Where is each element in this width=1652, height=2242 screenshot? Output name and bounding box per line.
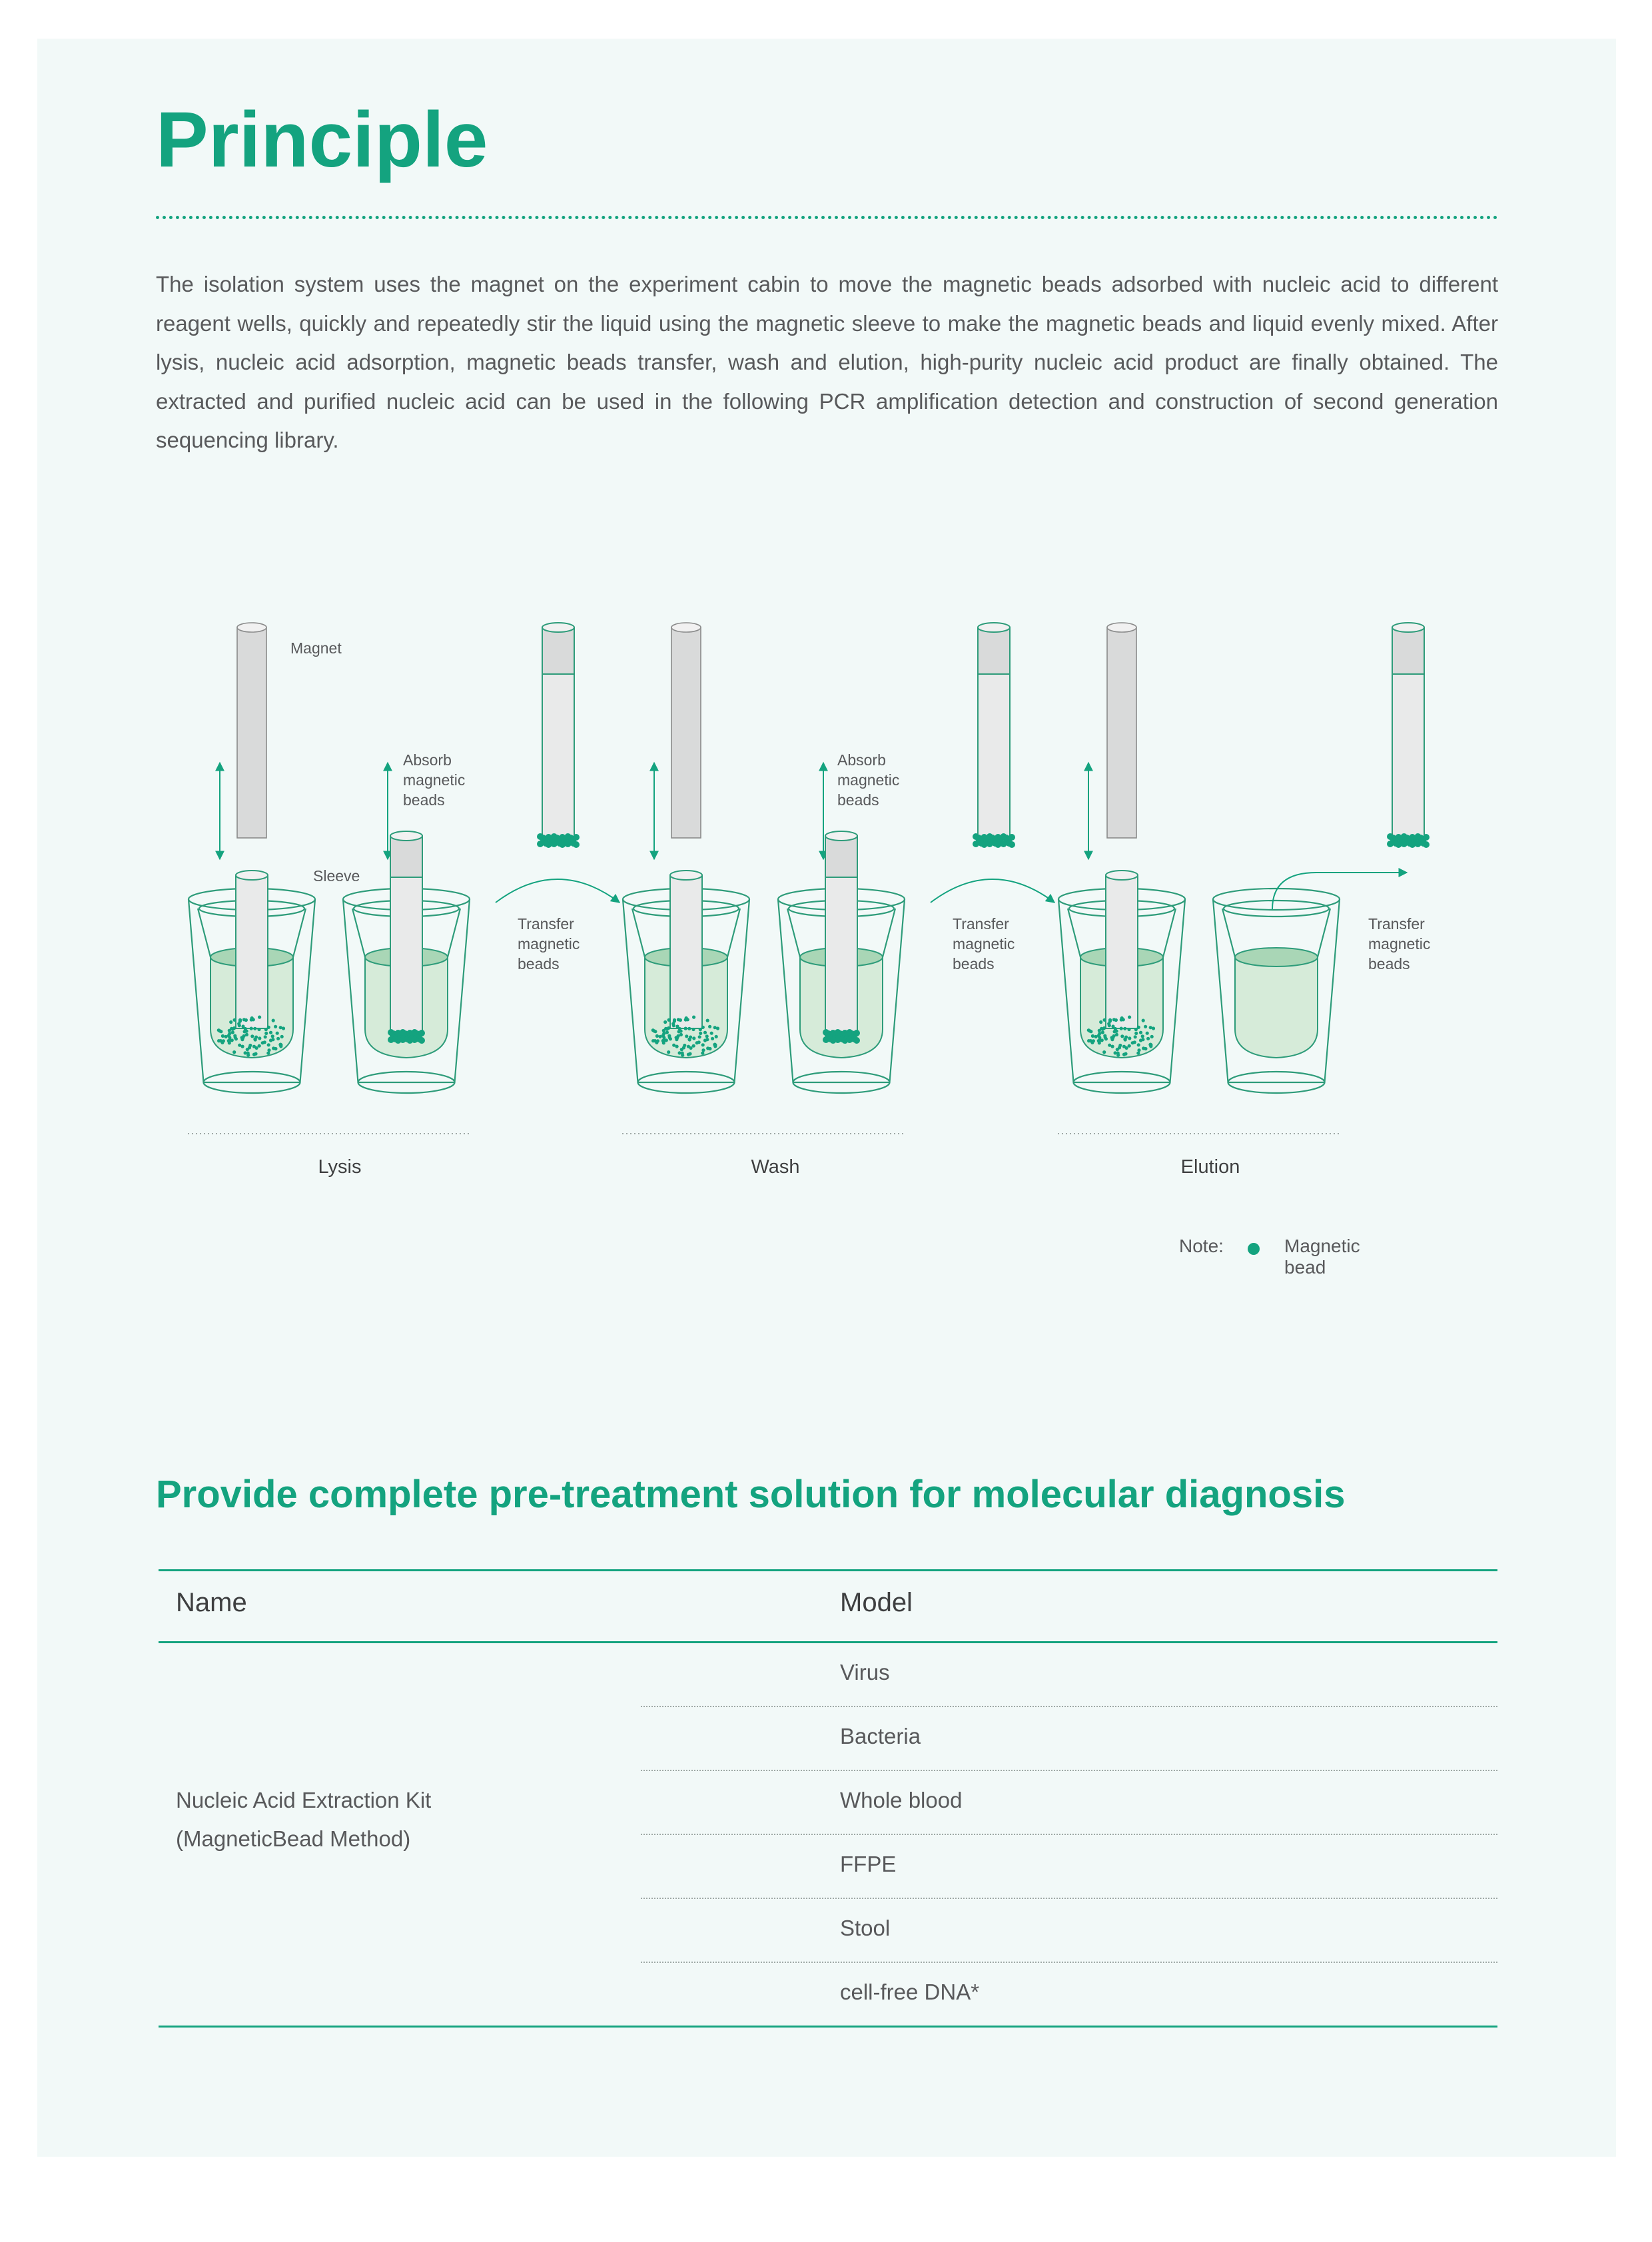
magnetic-bead <box>1097 1034 1100 1037</box>
magnetic-bead <box>701 1026 705 1029</box>
magnetic-bead <box>1113 1030 1116 1033</box>
transfer-line-2: magnetic <box>518 935 580 952</box>
magnetic-bead <box>250 1034 254 1038</box>
well-elution <box>1213 889 1340 1093</box>
magnetic-bead <box>238 1018 242 1022</box>
magnetic-bead <box>267 1043 270 1046</box>
magnetic-bead <box>1116 1054 1120 1057</box>
magnetic-bead <box>1087 1028 1090 1032</box>
magnetic-bead <box>684 1027 687 1030</box>
magnetic-bead <box>1149 1026 1152 1029</box>
magnetic-bead <box>1136 1052 1140 1055</box>
magnetic-bead <box>675 1036 679 1039</box>
magnetic-bead <box>276 1032 279 1035</box>
well-mix-2 <box>1058 871 1185 1093</box>
magnetic-bead <box>279 1026 282 1029</box>
magnetic-bead <box>250 1027 253 1030</box>
magnetic-bead <box>266 1052 270 1055</box>
magnetic-bead <box>701 1043 705 1046</box>
magnetic-bead <box>258 1036 261 1040</box>
magnetic-bead <box>1111 1045 1114 1048</box>
absorb-line-2: magnetic <box>837 771 900 789</box>
transfer-line-3: beads <box>518 955 560 972</box>
magnetic-bead <box>573 834 580 841</box>
magnetic-bead <box>1009 834 1015 841</box>
magnetic-bead <box>418 1037 425 1044</box>
liquid-surface <box>1235 948 1318 966</box>
magnetic-bead <box>227 1034 230 1037</box>
well-absorb-1 <box>778 831 905 1093</box>
magnetic-bead <box>573 841 580 848</box>
magnetic-bead <box>244 1018 248 1022</box>
magnetic-bead <box>217 1039 220 1042</box>
magnetic-bead <box>1144 1025 1147 1028</box>
magnetic-bead <box>701 1052 704 1055</box>
magnetic-bead <box>687 1045 690 1048</box>
magnetic-bead <box>418 1030 425 1036</box>
model-row-whole-blood: Whole blood <box>840 1788 963 1812</box>
inner-wall <box>1222 909 1235 957</box>
magnetic-bead <box>1149 1043 1152 1046</box>
magnetic-bead <box>853 1030 860 1036</box>
magnetic-bead <box>230 1027 233 1030</box>
magnetic-bead <box>1150 1035 1154 1038</box>
magnetic-bead <box>1104 1036 1107 1039</box>
magnetic-bead <box>706 1019 709 1022</box>
magnetic-bead <box>1128 1036 1131 1040</box>
magnetic-bead <box>257 1028 260 1031</box>
magnetic-bead <box>1124 1052 1127 1056</box>
magnetic-bead <box>665 1038 668 1042</box>
magnetic-bead <box>1141 1034 1144 1038</box>
magnetic-bead <box>682 1046 685 1049</box>
absorb-line-1: Absorb <box>837 751 886 769</box>
magnetic-bead <box>715 1035 718 1038</box>
magnetic-bead <box>1103 1018 1106 1022</box>
magnetic-bead <box>655 1034 659 1038</box>
sleeve-cap <box>670 871 702 880</box>
sleeve-cap <box>1106 871 1138 880</box>
inner-wall <box>1318 909 1330 957</box>
magnetic-bead <box>1120 1016 1124 1020</box>
magnetic-bead <box>664 1027 667 1030</box>
inner-wall <box>727 909 740 957</box>
magnet-in-sleeve <box>390 836 422 877</box>
magnetic-bead-legend-dot <box>1248 1243 1260 1255</box>
magnetic-bead <box>692 1016 695 1019</box>
product-name-line-1: Nucleic Acid Extraction Kit <box>176 1788 432 1812</box>
inner-wall <box>448 909 460 957</box>
magnetic-bead <box>230 1038 234 1042</box>
magnetic-bead <box>269 1031 272 1034</box>
magnetic-bead <box>675 1045 679 1048</box>
magnetic-bead <box>708 1025 711 1028</box>
magnetic-bead <box>269 1038 272 1042</box>
header-name: Name <box>176 1588 247 1617</box>
magnetic-bead <box>1120 1034 1124 1038</box>
magnet-in-sleeve <box>825 836 857 877</box>
magnetic-bead <box>692 1036 695 1040</box>
magnetic-bead <box>1124 1036 1128 1039</box>
magnetic-bead <box>687 1027 691 1030</box>
magnetic-bead <box>264 1032 268 1035</box>
magnetic-bead <box>685 1034 688 1038</box>
magnetic-bead <box>231 1030 234 1034</box>
magnetic-bead <box>703 1031 707 1034</box>
inner-wall <box>198 909 210 957</box>
carrying-sleeve-1-magnet <box>978 627 1010 674</box>
magnetic-bead <box>274 1047 277 1050</box>
magnetic-bead <box>713 1026 717 1029</box>
magnetic-bead <box>264 1035 267 1038</box>
magnetic-bead <box>1128 1016 1131 1019</box>
magnetic-bead <box>698 1035 701 1038</box>
magnetic-bead <box>675 1024 679 1028</box>
magnetic-bead <box>1108 1024 1111 1027</box>
well-mix-0 <box>189 871 315 1093</box>
magnetic-bead <box>1137 1048 1140 1052</box>
well-absorb-0 <box>343 831 470 1093</box>
magnetic-bead <box>280 1035 284 1038</box>
carrying-sleeve-2-magnet <box>1392 627 1424 674</box>
magnetic-bead <box>1423 834 1430 841</box>
transfer-label-3 <box>1368 914 1481 974</box>
magnetic-bead <box>253 1027 256 1030</box>
intro-paragraph: The isolation system uses the magnet on the experiment cabin to move the magnetic beads adsorbed with nucleic acid to different reagent wells, quickly and repeatedly stir the liquid using the magnetic sleeve to make the magnetic beads and liquid evenly mixed. After lysis, nucleic acid adsorption, magnetic beads transfer, wash and elution, high-purity nucleic acid product are finally obtained. The extracted and purified nucleic acid can be used in the following PCR amplification detection and construction of second generation sequencing library. <box>156 272 1498 452</box>
magnetic-bead <box>651 1039 655 1042</box>
model-row-stool: Stool <box>840 1916 891 1940</box>
magnet-rod-0-cap <box>237 623 266 632</box>
magnetic-bead <box>1114 1018 1118 1022</box>
magnetic-bead <box>1101 1030 1104 1034</box>
transfer-line-1: Transfer <box>1368 915 1425 933</box>
magnetic-bead <box>276 1037 280 1040</box>
magnetic-bead <box>1120 1027 1123 1030</box>
legend-note-prefix: Note: <box>1179 1236 1224 1256</box>
sleeve-in-well <box>1106 875 1138 1028</box>
model-row-ffpe: FFPE <box>840 1852 897 1876</box>
magnetic-bead <box>1137 1026 1140 1029</box>
transfer-arrow-1 <box>931 879 1054 903</box>
product-name-line-2: (MagneticBead Method) <box>176 1826 411 1851</box>
magnetic-bead <box>1092 1039 1095 1042</box>
sleeve-cap <box>236 871 268 880</box>
magnetic-bead <box>1137 1043 1140 1046</box>
model-row-bacteria: Bacteria <box>840 1724 921 1748</box>
transfer-line-3: beads <box>1368 955 1410 972</box>
carrying-sleeve-0-cap <box>542 623 574 632</box>
magnetic-bead <box>248 1046 251 1049</box>
magnetic-bead <box>1108 1018 1112 1022</box>
liquid-body <box>1235 957 1318 1058</box>
magnetic-bead <box>1111 1036 1114 1039</box>
magnetic-bead <box>1423 841 1430 848</box>
magnetic-bead <box>853 1037 860 1044</box>
magnetic-bead <box>1128 1044 1131 1048</box>
transfer-line-2: magnetic <box>1368 935 1431 952</box>
magnetic-bead <box>672 1024 675 1027</box>
row-divider <box>641 1962 1497 1963</box>
magnetic-bead <box>1091 1034 1094 1038</box>
magnetic-bead <box>710 1032 713 1035</box>
magnetic-bead <box>1099 1020 1102 1024</box>
absorb-label-2 <box>837 750 951 810</box>
transfer-label-2 <box>953 914 1066 974</box>
magnetic-bead <box>272 1019 275 1022</box>
magnetic-bead <box>1134 1028 1138 1031</box>
magnetic-bead <box>701 1048 705 1052</box>
magnetic-bead <box>267 1026 270 1029</box>
row-divider <box>641 1706 1497 1707</box>
transfer-line-2: magnetic <box>953 935 1015 952</box>
sleeve-label: Sleeve <box>313 867 360 885</box>
magnetic-bead <box>241 1024 244 1028</box>
magnetic-bead <box>651 1028 655 1032</box>
magnetic-bead <box>1100 1038 1104 1042</box>
magnetic-bead <box>689 1036 692 1039</box>
section-title: Provide complete pre-treatment solution for molecular diagnosis <box>156 1473 1346 1516</box>
absorb-line-3: beads <box>403 791 445 809</box>
magnetic-bead <box>234 1036 237 1039</box>
sleeve-in-well <box>236 875 268 1028</box>
product-table <box>159 1569 1497 2030</box>
magnetic-bead <box>1118 1046 1121 1049</box>
step-lysis-label: Lysis <box>318 1156 362 1178</box>
magnetic-bead <box>1144 1047 1147 1050</box>
magnet-rod-2-cap <box>1107 623 1136 632</box>
magnetic-bead <box>271 1034 274 1038</box>
magnetic-bead <box>1146 1032 1149 1035</box>
magnetic-bead <box>258 1044 261 1048</box>
inner-wall <box>632 909 645 957</box>
magnetic-bead <box>695 1041 699 1044</box>
magnetic-bead <box>705 1034 709 1038</box>
magnetic-bead <box>1139 1038 1142 1042</box>
magnetic-bead <box>1111 1024 1114 1028</box>
magnetic-bead <box>656 1039 659 1042</box>
inner-wall <box>1068 909 1080 957</box>
magnetic-bead <box>274 1025 277 1028</box>
magnetic-bead <box>1102 1050 1106 1054</box>
magnet-rod-0 <box>237 627 266 838</box>
magnetic-bead <box>703 1038 707 1042</box>
magnetic-bead <box>673 1018 676 1022</box>
inner-wall <box>883 909 895 957</box>
transfer-arrow-0 <box>496 879 620 903</box>
absorb-line-1: Absorb <box>403 751 452 769</box>
magnetic-bead <box>264 1028 268 1031</box>
magnetic-bead <box>665 1030 669 1034</box>
carrying-sleeve-2-cap <box>1392 623 1424 632</box>
magnetic-bead <box>1087 1039 1090 1042</box>
magnetic-bead <box>708 1047 711 1050</box>
carrying-sleeve-1-cap <box>978 623 1010 632</box>
magnet-rod-1 <box>671 627 701 838</box>
magnetic-bead <box>258 1016 261 1019</box>
absorb-line-2: magnetic <box>403 771 466 789</box>
magnetic-bead <box>681 1054 684 1057</box>
magnetic-bead <box>267 1048 270 1052</box>
magnetic-bead <box>667 1018 671 1022</box>
magnetic-bead <box>699 1032 702 1035</box>
magnetic-bead <box>233 1018 236 1022</box>
magnetic-bead <box>222 1039 225 1042</box>
absorb-label-1 <box>403 750 516 810</box>
transfer-label-1 <box>518 914 631 974</box>
magnetic-bead <box>250 1016 254 1020</box>
magnetic-bead <box>1131 1041 1134 1044</box>
sleeve-in-well <box>670 875 702 1028</box>
magnetic-bead <box>688 1052 691 1056</box>
magnetic-bead <box>1134 1032 1138 1035</box>
bead-cluster <box>823 1029 860 1044</box>
transfer-line-3: beads <box>953 955 995 972</box>
magnetic-bead <box>238 1024 241 1027</box>
magnet-rod-1-cap <box>671 623 701 632</box>
magnet-label: Magnet <box>290 639 342 657</box>
transfer-line-1: Transfer <box>953 915 1009 933</box>
magnetic-bead <box>254 1036 258 1039</box>
magnetic-bead <box>252 1045 256 1048</box>
magnetic-bead <box>685 1016 688 1020</box>
row-divider <box>641 1770 1497 1771</box>
magnetic-bead <box>241 1045 244 1048</box>
magnetic-bead <box>261 1041 264 1044</box>
magnetic-bead <box>661 1034 665 1037</box>
row-divider <box>641 1834 1497 1835</box>
transfer-line-1: Transfer <box>518 915 574 933</box>
inner-wall <box>1163 909 1176 957</box>
step-elution-label: Elution <box>1180 1156 1240 1178</box>
product-name-cell <box>176 1781 431 1858</box>
sleeve-cap <box>390 831 422 841</box>
magnetic-bead <box>699 1028 702 1031</box>
magnetic-bead <box>1134 1035 1137 1038</box>
table-bottom-rule <box>159 2026 1497 2028</box>
magnetic-bead <box>663 1020 667 1024</box>
magnetic-bead <box>677 1030 681 1033</box>
legend-note-text: Magnetic bead <box>1284 1236 1360 1278</box>
magnetic-bead <box>668 1036 671 1039</box>
magnetic-bead <box>246 1054 250 1057</box>
magnetic-bead <box>1123 1027 1126 1030</box>
magnetic-bead <box>713 1043 717 1046</box>
magnet-rod-2 <box>1107 627 1136 838</box>
table-header-rule <box>159 1641 1497 1643</box>
magnetic-bead <box>667 1050 670 1054</box>
inner-wall <box>352 909 365 957</box>
magnetic-bead <box>243 1030 246 1033</box>
page-title: Principle <box>156 96 488 184</box>
magnetic-bead <box>711 1037 714 1040</box>
inner-wall <box>787 909 800 957</box>
magnetic-bead <box>1127 1028 1130 1031</box>
magnetic-bead <box>279 1043 282 1046</box>
magnetic-bead <box>229 1020 232 1024</box>
header-model: Model <box>840 1588 913 1617</box>
magnetic-bead <box>691 1028 695 1031</box>
magnetic-bead <box>679 1018 682 1022</box>
magnetic-bead <box>1122 1045 1126 1048</box>
magnetic-bead <box>254 1052 257 1056</box>
carrying-sleeve-0-magnet <box>542 627 574 674</box>
sleeve-cap <box>825 831 857 841</box>
magnetic-bead <box>221 1034 224 1038</box>
bead-cluster <box>388 1029 425 1044</box>
step-wash-label: Wash <box>751 1156 800 1178</box>
magnetic-bead <box>232 1050 236 1054</box>
magnetic-bead <box>1142 1019 1145 1022</box>
magnetic-bead <box>692 1044 695 1048</box>
table-top-rule <box>159 1569 1497 1571</box>
magnetic-bead <box>1146 1037 1150 1040</box>
well-mix-1 <box>623 871 749 1093</box>
magnetic-bead <box>1100 1027 1103 1030</box>
magnetic-bead <box>1139 1031 1142 1034</box>
model-row-cfdna: cell-free DNA* <box>840 1980 980 2004</box>
magnetic-bead <box>1009 841 1015 848</box>
row-divider <box>641 1898 1497 1899</box>
model-row-virus: Virus <box>840 1660 890 1684</box>
inner-wall <box>293 909 306 957</box>
magnetic-bead <box>241 1036 244 1039</box>
magnetic-bead <box>217 1028 220 1032</box>
absorb-line-3: beads <box>837 791 879 809</box>
